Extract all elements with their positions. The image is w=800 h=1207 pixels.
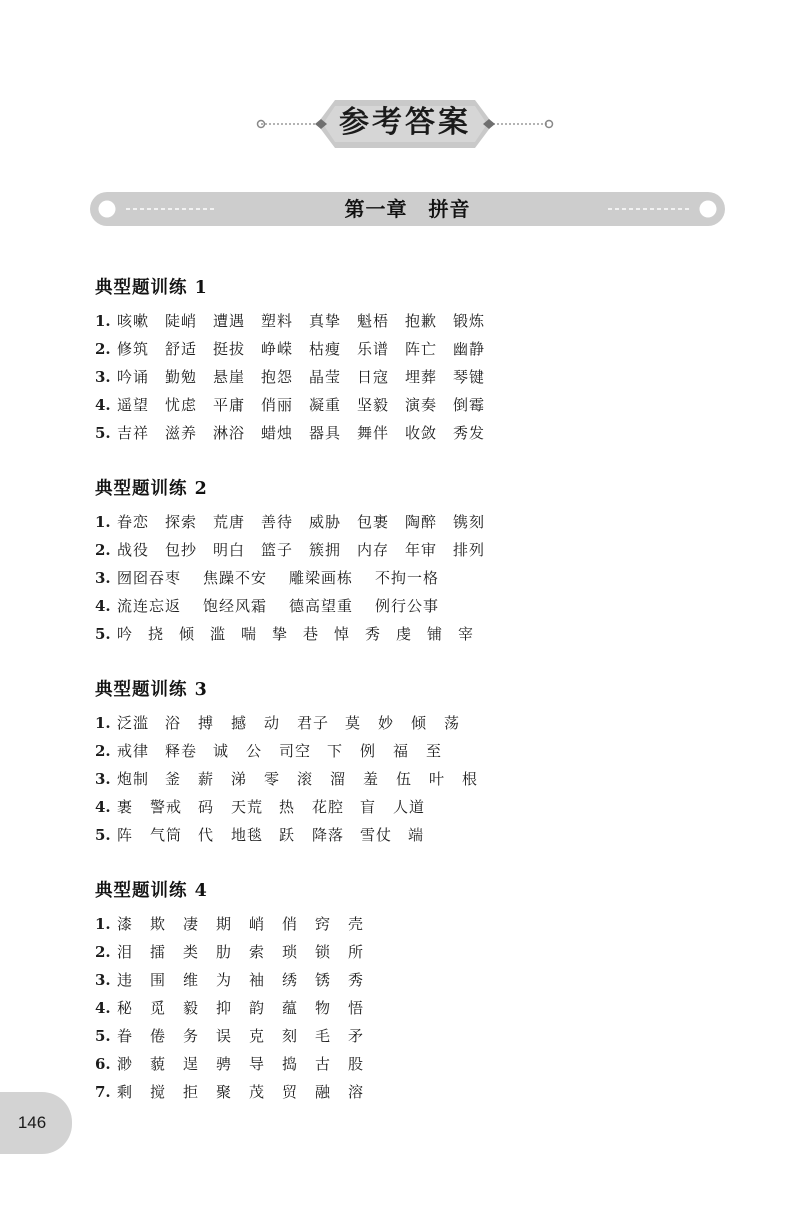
answer-item: 类: [183, 943, 200, 961]
answer-item: 悬崖: [213, 368, 246, 386]
answer-item: 索: [249, 943, 266, 961]
row-number: 1.: [95, 915, 111, 933]
answer-item: 抱歉: [405, 312, 438, 330]
section-training-1: [95, 275, 486, 447]
answer-item: 忧虑: [165, 396, 198, 414]
answer-item: 跃: [279, 826, 296, 844]
answer-item: 福: [393, 742, 410, 760]
answer-item: 务: [183, 1027, 200, 1045]
answer-item: 零: [264, 770, 281, 788]
answer-row: [95, 1022, 365, 1050]
page-number-tab: [0, 1092, 72, 1154]
chapter-title: 第一章 拼音: [344, 197, 471, 221]
answer-item: 违: [117, 971, 134, 989]
answer-items: [117, 821, 441, 849]
answer-item: 吟: [117, 625, 134, 643]
answer-item: 峥嵘: [261, 340, 294, 358]
answer-item: 战役: [117, 541, 150, 559]
answer-items: [117, 1050, 381, 1078]
answer-row: [95, 335, 486, 363]
answer-item: 囫囵吞枣: [117, 569, 182, 587]
answer-item: 秀发: [453, 424, 486, 442]
chapter-bar: [90, 190, 725, 228]
answer-item: 股: [348, 1055, 365, 1073]
answer-item: 勤勉: [165, 368, 198, 386]
answer-item: 拒: [183, 1083, 200, 1101]
answer-item: 天荒: [231, 798, 264, 816]
answer-item: 根: [462, 770, 479, 788]
answer-item: 羞: [363, 770, 380, 788]
answer-item: 吉祥: [117, 424, 150, 442]
answer-row: [95, 966, 365, 994]
row-number: 2.: [95, 742, 111, 760]
answer-item: 蜡烛: [261, 424, 294, 442]
answer-item: 期: [216, 915, 233, 933]
answer-item: 坚毅: [357, 396, 390, 414]
answer-row: [95, 765, 479, 793]
answer-item: 端: [408, 826, 425, 844]
answer-item: 魁梧: [357, 312, 390, 330]
answer-items: [117, 765, 495, 793]
answer-item: 擂: [150, 943, 167, 961]
answer-item: 凄: [183, 915, 200, 933]
row-number: 5.: [95, 1027, 111, 1045]
answer-row: [95, 994, 365, 1022]
answer-item: 挠: [148, 625, 165, 643]
answer-item: 秀: [365, 625, 382, 643]
answer-item: 眷: [117, 1027, 134, 1045]
answer-item: 逞: [183, 1055, 200, 1073]
answer-items: [117, 335, 501, 363]
answer-item: 觅: [150, 999, 167, 1017]
answer-item: 篮子: [261, 541, 294, 559]
answer-items: [117, 363, 501, 391]
row-number: 4.: [95, 999, 111, 1017]
answer-item: 码: [198, 798, 215, 816]
answer-item: 叶: [429, 770, 446, 788]
answer-item: 荒唐: [213, 513, 246, 531]
answer-item: 琐: [282, 943, 299, 961]
answer-row: [95, 1050, 365, 1078]
row-number: 1.: [95, 513, 111, 531]
answer-items: [117, 564, 461, 592]
answer-item: 咳嗽: [117, 312, 150, 330]
answer-item: 陶醉: [405, 513, 438, 531]
answer-item: 搏: [198, 714, 215, 732]
answer-item: 舞伴: [357, 424, 390, 442]
answer-item: 簇拥: [309, 541, 342, 559]
answer-item: 俏丽: [261, 396, 294, 414]
answer-item: 矛: [348, 1027, 365, 1045]
answer-item: 枯瘦: [309, 340, 342, 358]
answer-item: 导: [249, 1055, 266, 1073]
answer-item: 滋养: [165, 424, 198, 442]
answer-item: 毅: [183, 999, 200, 1017]
answer-row: [95, 737, 443, 765]
answer-item: 雕梁画栋: [289, 569, 354, 587]
answer-item: 秘: [117, 999, 134, 1017]
answer-item: 剩: [117, 1083, 134, 1101]
section-heading: 典型题训练 4: [95, 881, 208, 901]
page-number: 146: [17, 1113, 47, 1132]
answer-item: 克: [249, 1027, 266, 1045]
answer-item: 宰: [458, 625, 475, 643]
answer-item: 捣: [282, 1055, 299, 1073]
answer-item: 锈: [315, 971, 332, 989]
answer-items: [117, 910, 381, 938]
answer-item: 善待: [261, 513, 294, 531]
row-number: 7.: [95, 1083, 111, 1101]
answer-item: 公: [246, 742, 263, 760]
answer-row: [95, 821, 425, 849]
answer-item: 茂: [249, 1083, 266, 1101]
answer-item: 释卷: [165, 742, 198, 760]
answer-item: 阵: [117, 826, 134, 844]
answer-item: 虔: [396, 625, 413, 643]
answer-item: 例行公事: [375, 597, 440, 615]
answer-item: 淋浴: [213, 424, 246, 442]
answer-item: 刻: [282, 1027, 299, 1045]
section-heading: 典型题训练 3: [95, 680, 208, 700]
answer-items: [117, 994, 381, 1022]
answer-item: 倒霉: [453, 396, 486, 414]
answer-row: [95, 793, 426, 821]
page-title: 参考答案: [339, 105, 471, 140]
answer-item: 凝重: [309, 396, 342, 414]
answer-item: 伍: [396, 770, 413, 788]
answer-item: 倾: [411, 714, 428, 732]
answer-item: 吟诵: [117, 368, 150, 386]
answer-item: 不拘一格: [375, 569, 440, 587]
answer-item: 盲: [360, 798, 377, 816]
row-number: 6.: [95, 1055, 111, 1073]
section-training-4: [95, 878, 365, 1106]
answer-item: 雪仗: [360, 826, 393, 844]
row-number: 1.: [95, 714, 111, 732]
answer-item: 下: [327, 742, 344, 760]
answer-item: 莫: [345, 714, 362, 732]
answer-item: 陡峭: [165, 312, 198, 330]
answer-row: [95, 419, 486, 447]
section-training-2: [95, 476, 486, 648]
answer-item: 藐: [150, 1055, 167, 1073]
answer-item: 流连忘返: [117, 597, 182, 615]
answer-item: 误: [216, 1027, 233, 1045]
row-number: 3.: [95, 971, 111, 989]
answer-item: 遭遇: [213, 312, 246, 330]
answer-items: [117, 620, 489, 648]
answer-item: 俏: [282, 915, 299, 933]
answer-row: [95, 536, 486, 564]
answer-item: 气筒: [150, 826, 183, 844]
answer-item: 明白: [213, 541, 246, 559]
answer-item: 眷恋: [117, 513, 150, 531]
answer-item: 为: [216, 971, 233, 989]
answer-item: 毛: [315, 1027, 332, 1045]
answer-item: 悼: [334, 625, 351, 643]
row-number: 2.: [95, 943, 111, 961]
answer-item: 涕: [231, 770, 248, 788]
answer-item: 韵: [249, 999, 266, 1017]
answer-item: 塑料: [261, 312, 294, 330]
answer-item: 晶莹: [309, 368, 342, 386]
answer-item: 贸: [282, 1083, 299, 1101]
answer-item: 泛滥: [117, 714, 150, 732]
answer-item: 至: [426, 742, 443, 760]
answer-item: 演奏: [405, 396, 438, 414]
row-number: 3.: [95, 368, 111, 386]
answer-item: 漆: [117, 915, 134, 933]
answer-item: 物: [315, 999, 332, 1017]
answer-item: 绣: [282, 971, 299, 989]
answer-item: 年审: [405, 541, 438, 559]
answer-item: 琴键: [453, 368, 486, 386]
answer-item: 铺: [427, 625, 444, 643]
row-number: 5.: [95, 424, 111, 442]
row-number: 3.: [95, 569, 111, 587]
row-number: 2.: [95, 340, 111, 358]
answer-item: 镌刻: [453, 513, 486, 531]
answer-item: 警戒: [150, 798, 183, 816]
answer-item: 日寇: [357, 368, 390, 386]
answer-item: 平庸: [213, 396, 246, 414]
answer-item: 地毯: [231, 826, 264, 844]
row-number: 4.: [95, 597, 111, 615]
answer-item: 滥: [210, 625, 227, 643]
answer-items: [117, 737, 459, 765]
answer-item: 峭: [249, 915, 266, 933]
answer-items: [117, 391, 501, 419]
answer-item: 诚: [213, 742, 230, 760]
answer-item: 动: [264, 714, 281, 732]
answer-item: 围: [150, 971, 167, 989]
answer-item: 壳: [348, 915, 365, 933]
answer-item: 收敛: [405, 424, 438, 442]
answer-item: 倾: [179, 625, 196, 643]
answer-item: 降落: [312, 826, 345, 844]
answer-item: 遥望: [117, 396, 150, 414]
answer-item: 德高望重: [289, 597, 354, 615]
answer-item: 古: [315, 1055, 332, 1073]
answer-item: 戒律: [117, 742, 150, 760]
answer-item: 喘: [241, 625, 258, 643]
answer-row: [95, 508, 486, 536]
answer-item: 溜: [330, 770, 347, 788]
answer-item: 裹: [117, 798, 134, 816]
answer-item: 修筑: [117, 340, 150, 358]
answer-item: 探索: [165, 513, 198, 531]
answer-item: 例: [360, 742, 377, 760]
answer-item: 融: [315, 1083, 332, 1101]
row-number: 5.: [95, 625, 111, 643]
answer-item: 排列: [453, 541, 486, 559]
row-number: 2.: [95, 541, 111, 559]
answer-item: 器具: [309, 424, 342, 442]
answer-item: 浴: [165, 714, 182, 732]
answer-item: 骋: [216, 1055, 233, 1073]
answer-items: [117, 966, 381, 994]
answer-item: 内存: [357, 541, 390, 559]
answer-item: 搅: [150, 1083, 167, 1101]
answer-item: 挺拔: [213, 340, 246, 358]
answer-items: [117, 1022, 381, 1050]
section-training-3: [95, 677, 479, 849]
answer-item: 维: [183, 971, 200, 989]
answer-item: 舒适: [165, 340, 198, 358]
answer-item: 肋: [216, 943, 233, 961]
answer-item: 真挚: [309, 312, 342, 330]
answer-items: [117, 536, 501, 564]
answer-item: 泪: [117, 943, 134, 961]
answer-item: 所: [348, 943, 365, 961]
section-heading: 典型题训练 1: [95, 278, 208, 298]
section-heading: 典型题训练 2: [95, 479, 208, 499]
answer-items: [117, 592, 461, 620]
answer-item: 威胁: [309, 513, 342, 531]
answer-item: 撼: [231, 714, 248, 732]
answer-item: 人道: [393, 798, 426, 816]
answer-items: [117, 307, 501, 335]
answer-items: [117, 709, 477, 737]
answer-item: 溶: [348, 1083, 365, 1101]
answer-item: 热: [279, 798, 296, 816]
answer-items: [117, 508, 501, 536]
title-banner: [255, 95, 555, 153]
answer-item: 蕴: [282, 999, 299, 1017]
row-number: 1.: [95, 312, 111, 330]
answer-item: 抱怨: [261, 368, 294, 386]
answer-row: [95, 564, 440, 592]
answer-row: [95, 910, 365, 938]
answer-item: 妙: [378, 714, 395, 732]
answer-item: 抑: [216, 999, 233, 1017]
answer-item: 饱经风霜: [203, 597, 268, 615]
answer-row: [95, 307, 486, 335]
row-number: 4.: [95, 396, 111, 414]
answer-item: 乐谱: [357, 340, 390, 358]
answer-item: 悟: [348, 999, 365, 1017]
answer-item: 釜: [165, 770, 182, 788]
answer-item: 君子: [297, 714, 330, 732]
answer-item: 包抄: [165, 541, 198, 559]
answer-item: 巷: [303, 625, 320, 643]
answer-item: 窍: [315, 915, 332, 933]
answer-row: [95, 592, 440, 620]
answer-item: 荡: [444, 714, 461, 732]
row-number: 3.: [95, 770, 111, 788]
answer-row: [95, 363, 486, 391]
answer-item: 聚: [216, 1083, 233, 1101]
answer-item: 焦躁不安: [203, 569, 268, 587]
answer-item: 埋葬: [405, 368, 438, 386]
answer-item: 包裹: [357, 513, 390, 531]
answer-item: 渺: [117, 1055, 134, 1073]
answer-row: [95, 1078, 365, 1106]
answer-item: 滚: [297, 770, 314, 788]
answer-item: 幽静: [453, 340, 486, 358]
answer-row: [95, 709, 461, 737]
answer-row: [95, 938, 365, 966]
answer-item: 锁: [315, 943, 332, 961]
answer-row: [95, 391, 486, 419]
answer-item: 花腔: [312, 798, 345, 816]
answer-items: [117, 1078, 381, 1106]
answer-row: [95, 620, 475, 648]
answer-items: [117, 793, 441, 821]
answer-item: 薪: [198, 770, 215, 788]
answer-items: [117, 938, 381, 966]
answer-item: 倦: [150, 1027, 167, 1045]
answer-item: 阵亡: [405, 340, 438, 358]
answer-item: 炮制: [117, 770, 150, 788]
answer-item: 挚: [272, 625, 289, 643]
row-number: 4.: [95, 798, 111, 816]
answer-items: [117, 419, 501, 447]
answer-item: 司空: [279, 742, 312, 760]
answer-item: 锻炼: [453, 312, 486, 330]
answer-item: 欺: [150, 915, 167, 933]
answer-item: 秀: [348, 971, 365, 989]
answer-item: 袖: [249, 971, 266, 989]
answer-item: 代: [198, 826, 215, 844]
row-number: 5.: [95, 826, 111, 844]
